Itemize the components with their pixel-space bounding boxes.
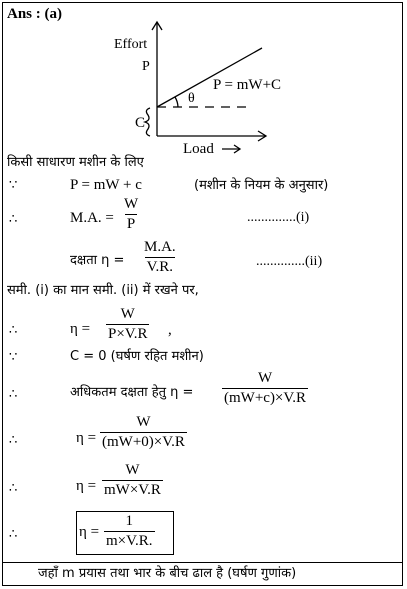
- ma-equation-ref: ..............(i): [247, 210, 310, 225]
- answer-label: Ans : (a): [7, 6, 62, 22]
- substitution-line: समी. (i) का मान समी. (ii) में रखने पर,: [7, 283, 199, 298]
- max-efficiency-denominator: (mW+c)×V.R: [224, 389, 307, 406]
- c-label: C: [135, 115, 146, 131]
- therefore-symbol: ∴: [9, 481, 18, 496]
- because-symbol: ∵: [9, 178, 18, 193]
- final-denominator: m×V.R.: [106, 532, 153, 549]
- eta-lhs: η =: [76, 478, 97, 494]
- equation-label: P = mW+C: [213, 77, 282, 93]
- efficiency-equation-ref: ..............(ii): [256, 254, 323, 269]
- eta-zero-fraction: [100, 415, 187, 451]
- therefore-symbol: ∴: [9, 433, 18, 448]
- eta-mw-numerator: W: [125, 462, 140, 478]
- p-label: P: [142, 59, 150, 74]
- eta-mw-fraction: [102, 463, 163, 499]
- max-efficiency-numerator: W: [257, 370, 273, 386]
- final-fraction: [104, 514, 155, 550]
- intro-line: किसी साधारण मशीन के लिए: [7, 155, 144, 170]
- theta-label: θ: [188, 91, 195, 106]
- eta-zero-denominator: (mW+0)×V.R: [102, 433, 185, 450]
- eta-lhs: η =: [76, 430, 97, 446]
- c-brace: [145, 108, 150, 136]
- effort-label: Effort: [114, 37, 148, 52]
- law-equation: P = mW + c: [70, 177, 142, 193]
- therefore-symbol: ∴: [9, 212, 18, 227]
- eta-mw-denominator: mW×V.R: [104, 481, 161, 498]
- ma-numerator: W: [124, 196, 139, 212]
- ma-lhs: M.A. =: [70, 210, 114, 226]
- theta-arc: [175, 97, 178, 107]
- footer-divider: [2, 562, 403, 563]
- efficiency-fraction: [142, 240, 178, 276]
- efficiency-lhs: दक्षता η =: [70, 253, 125, 268]
- effort-load-graph: [0, 0, 407, 160]
- max-efficiency-fraction: [222, 371, 308, 407]
- efficiency-numerator: M.A.: [144, 239, 176, 255]
- footer-note: जहाँ m प्रयास तथा भार के बीच ढाल है (घर्षण गुणांक): [38, 566, 297, 581]
- eta-lhs: η =: [70, 321, 91, 337]
- efficiency-denominator: V.R.: [146, 258, 174, 275]
- frictionless-condition: C = 0 (घर्षण रहित मशीन): [70, 349, 204, 364]
- because-symbol: ∵: [9, 350, 18, 365]
- final-eta-lhs: η =: [79, 524, 100, 540]
- eta-comma: ,: [168, 322, 172, 338]
- final-numerator: 1: [125, 513, 134, 529]
- eta-numerator: W: [120, 306, 135, 322]
- ma-fraction: [122, 197, 140, 233]
- eta-denominator: P×V.R: [108, 325, 148, 342]
- therefore-symbol: ∴: [9, 323, 18, 338]
- eta-fraction: [106, 307, 149, 343]
- load-label: Load: [183, 141, 214, 157]
- law-note: (मशीन के नियम के अनुसार): [194, 178, 329, 193]
- therefore-symbol: ∴: [9, 527, 18, 542]
- max-efficiency-lhs: अधिकतम दक्षता हेतु η =: [70, 385, 194, 400]
- ma-denominator: P: [126, 215, 136, 232]
- eta-zero-numerator: W: [136, 414, 151, 430]
- therefore-symbol: ∴: [9, 387, 18, 402]
